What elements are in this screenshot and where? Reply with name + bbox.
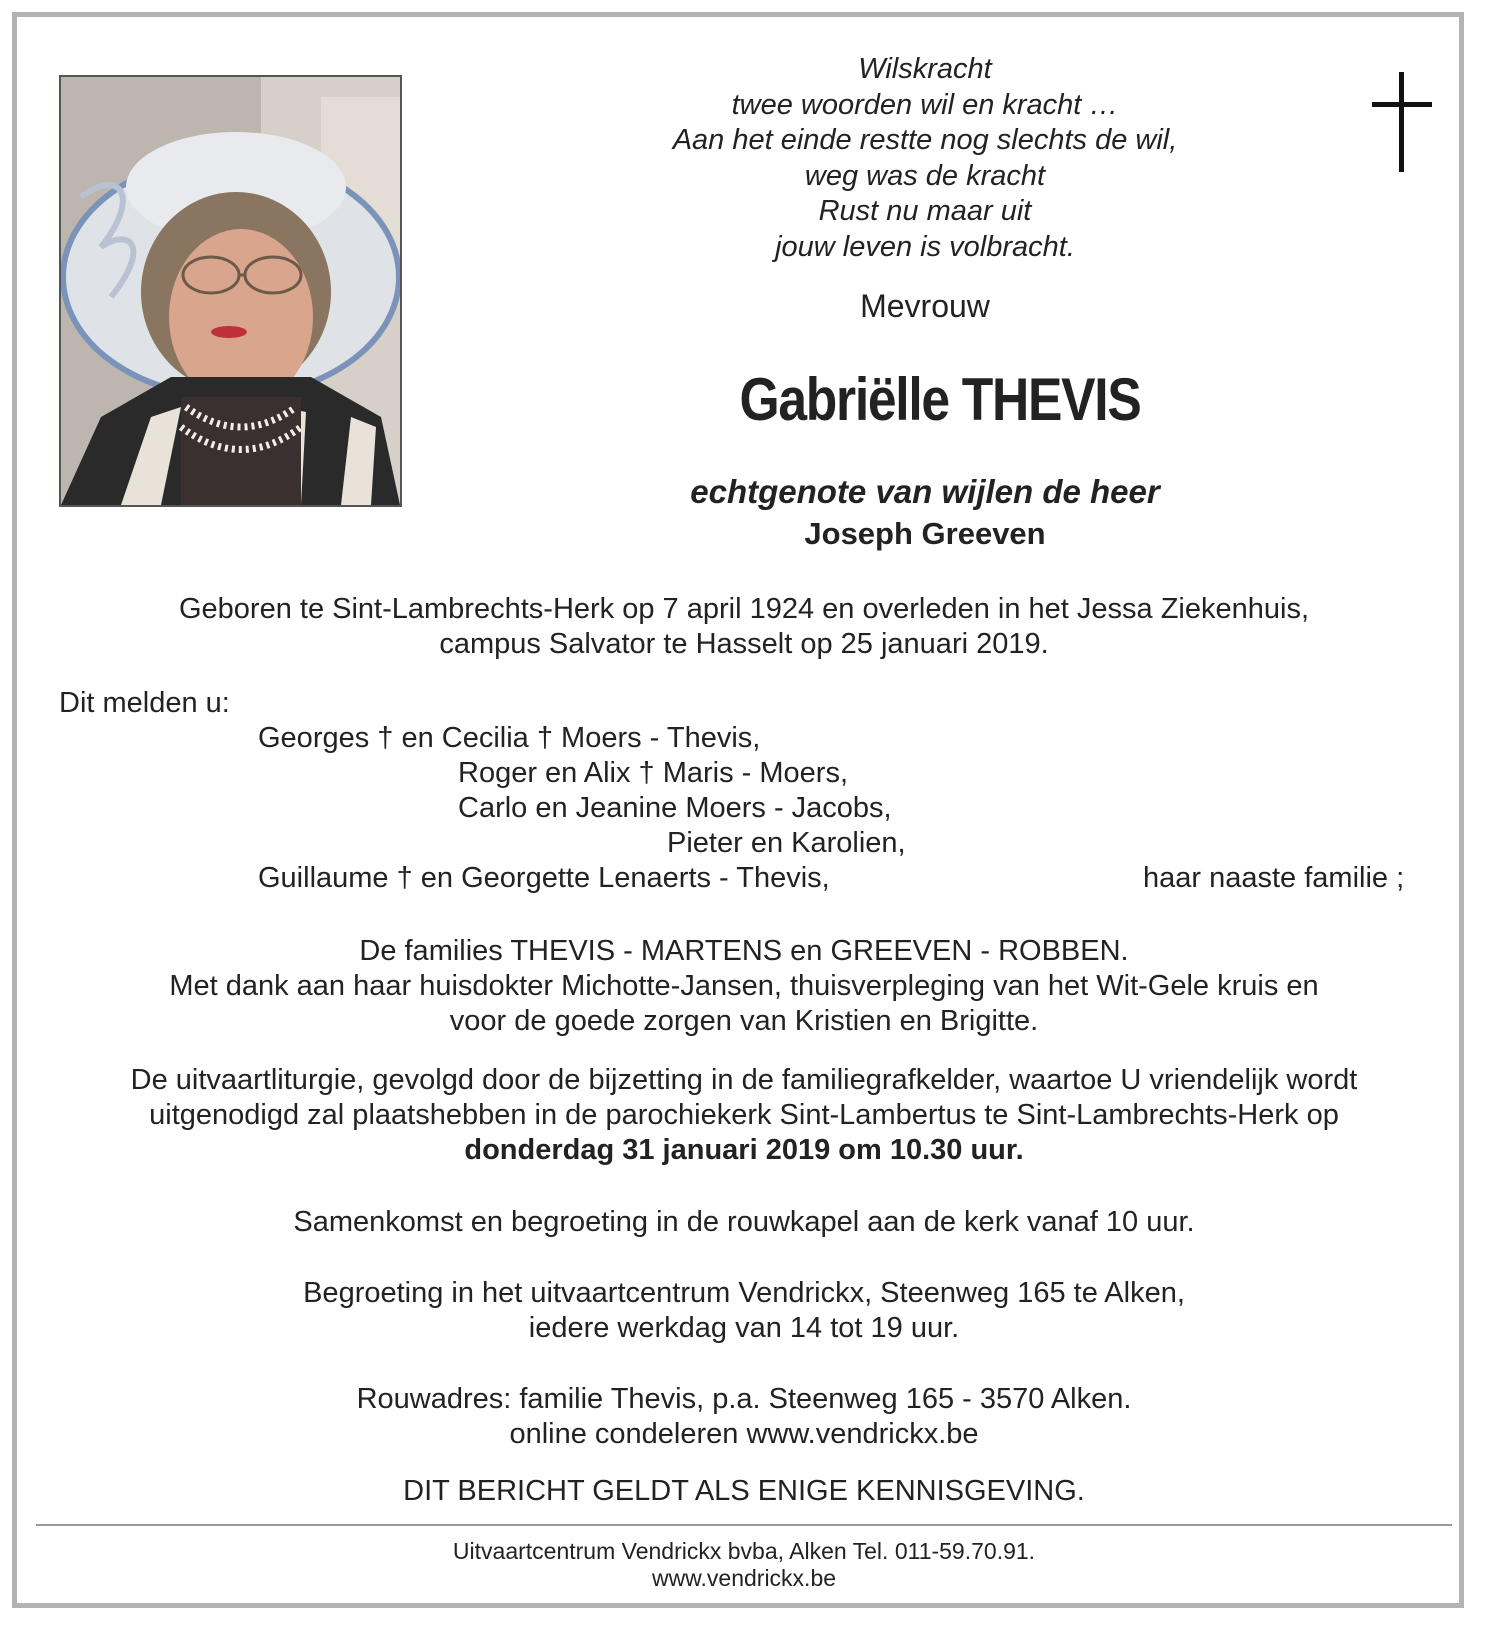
salutation: Mevrouw xyxy=(860,288,990,324)
poem-line: weg was de kracht xyxy=(804,159,1046,192)
footer-divider xyxy=(36,1524,1452,1526)
announcer-name: Roger en Alix † Maris - Moers, xyxy=(458,757,849,789)
announcer-name: Carlo en Jeanine Moers - Jacobs, xyxy=(458,792,892,824)
poem xyxy=(600,52,1250,265)
birth-line: campus Salvator te Hasselt op 25 januari 2019. xyxy=(439,628,1049,660)
liturgy-line: De uitvaartliturgie, gevolgd door de bijzetting in de familiegrafkelder, waartoe U vriendelijk wordt xyxy=(130,1064,1358,1096)
spouse-role: echtgenote van wijlen de heer xyxy=(690,473,1160,510)
footer-website: www.vendrickx.be xyxy=(651,1565,837,1591)
announcers-intro: Dit melden u: xyxy=(59,687,230,719)
families-text xyxy=(40,934,1448,1039)
greeting-line: Begroeting in het uitvaartcentrum Vendrickx, Steenweg 165 te Alken, xyxy=(303,1277,1185,1309)
families-line: De families THEVIS - MARTENS en GREEVEN - ROBBEN. xyxy=(359,935,1129,967)
address-line: online condeleren www.vendrickx.be xyxy=(509,1418,979,1450)
birth-details xyxy=(40,592,1448,662)
liturgy-text xyxy=(40,1063,1448,1168)
poem-line: jouw leven is volbracht. xyxy=(775,230,1075,263)
poem-line: Wilskracht xyxy=(858,53,992,85)
announcer-name: Pieter en Karolien, xyxy=(667,827,906,859)
spouse-name: Joseph Greeven xyxy=(804,516,1046,551)
liturgy-date: donderdag 31 januari 2019 om 10.30 uur. xyxy=(464,1134,1024,1166)
announcer-name: Guillaume † en Georgette Lenaerts - Thevis, xyxy=(258,862,830,894)
notice-text: DIT BERICHT GELDT ALS ENIGE KENNISGEVING. xyxy=(403,1475,1085,1507)
greeting-text xyxy=(40,1276,1448,1346)
poem-line: Rust nu maar uit xyxy=(818,195,1032,227)
footer xyxy=(40,1538,1448,1592)
greeting-line: iedere werkdag van 14 tot 19 uur. xyxy=(528,1312,960,1344)
portrait-photo xyxy=(59,75,402,507)
deceased-name: Gabriëlle THEVIS xyxy=(739,366,1141,433)
birth-line: Geboren te Sint-Lambrechts-Herk op 7 april 1924 en overleden in het Jessa Ziekenhuis, xyxy=(178,593,1310,625)
portrait-illustration xyxy=(61,77,400,505)
poem-line: Aan het einde restte nog slechts de wil, xyxy=(672,124,1178,156)
mourning-address xyxy=(40,1382,1448,1452)
gathering-text: Samenkomst en begroeting in de rouwkapel aan de kerk vanaf 10 uur. xyxy=(293,1206,1195,1238)
footer-line: Uitvaartcentrum Vendrickx bvba, Alken Tel. 011-59.70.91. xyxy=(452,1538,1036,1564)
cross-icon xyxy=(1372,72,1432,172)
poem-line: twee woorden wil en kracht … xyxy=(731,88,1119,121)
families-line: voor de goede zorgen van Kristien en Brigitte. xyxy=(449,1005,1039,1037)
liturgy-line: uitgenodigd zal plaatshebben in de parochiekerk Sint-Lambertus te Sint-Lambrechts-Herk op xyxy=(149,1099,1339,1131)
announcer-name: Georges † en Cecilia † Moers - Thevis, xyxy=(258,722,761,754)
family-note: haar naaste familie ; xyxy=(1143,862,1405,894)
families-line: Met dank aan haar huisdokter Michotte-Jansen, thuisverpleging van het Wit-Gele kruis en xyxy=(169,970,1319,1002)
address-line: Rouwadres: familie Thevis, p.a. Steenweg 165 - 3570 Alken. xyxy=(356,1383,1132,1415)
